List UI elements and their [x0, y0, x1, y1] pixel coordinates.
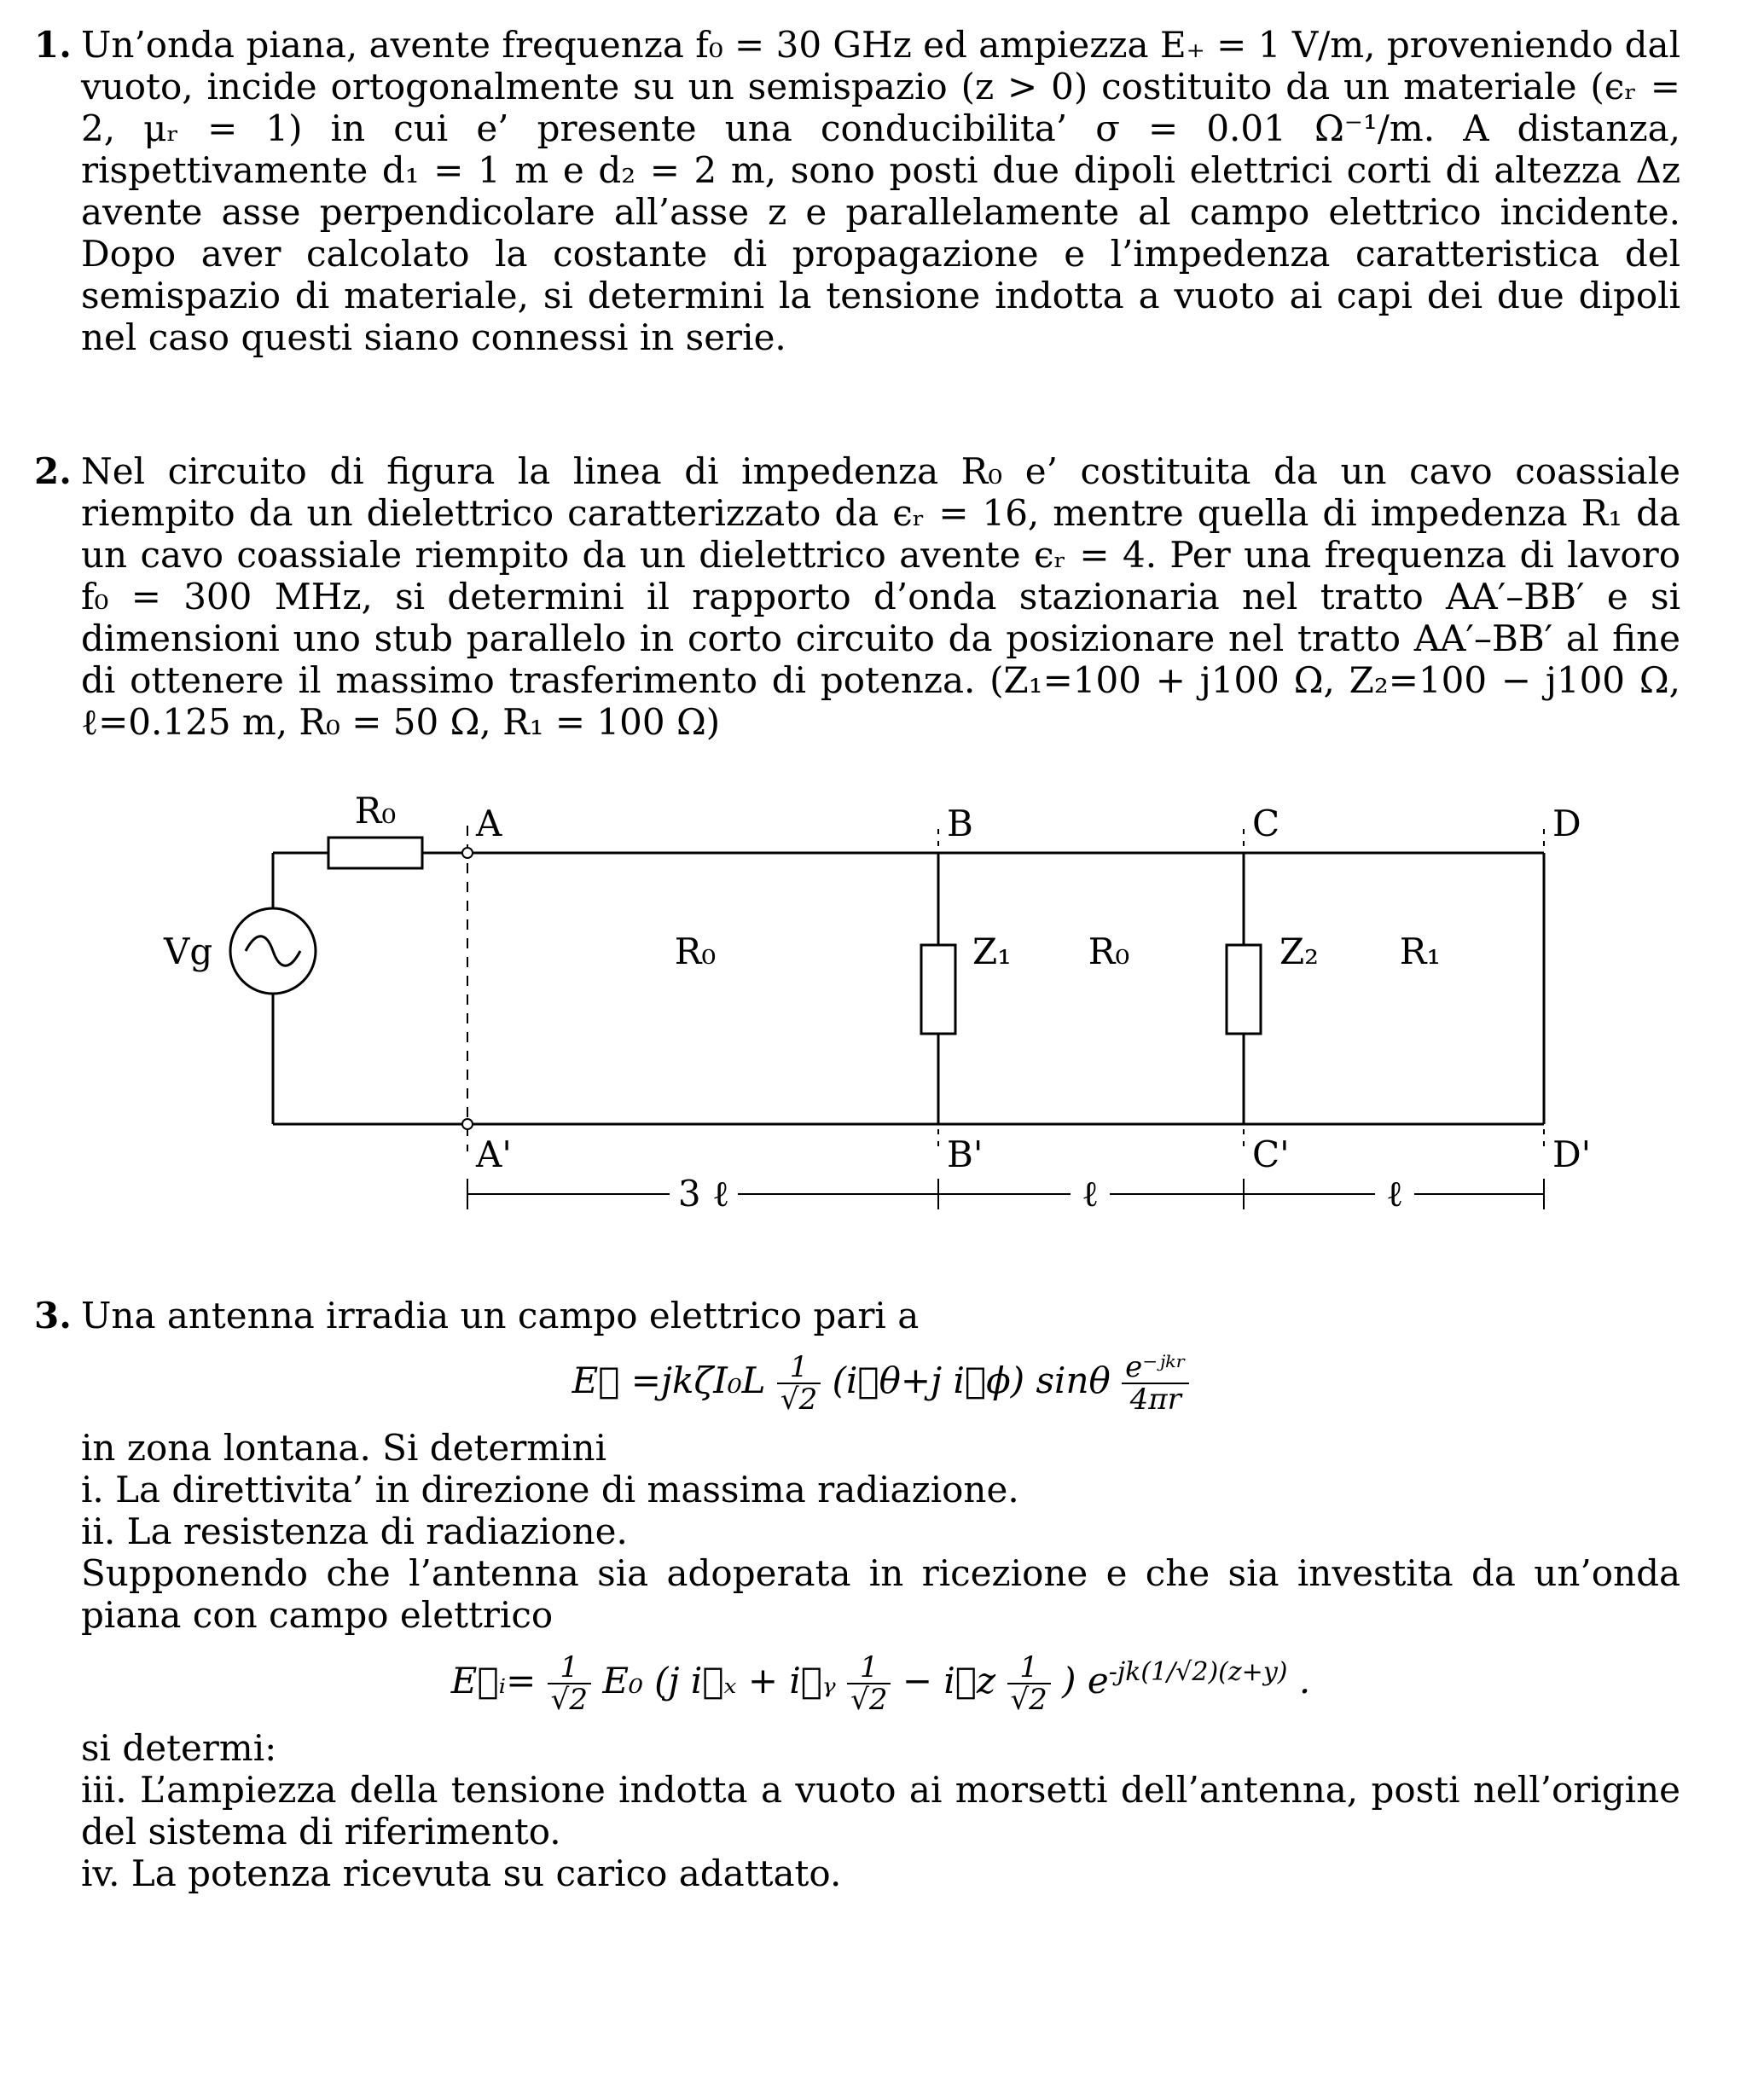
load-2-label: Z₂: [1279, 931, 1320, 972]
length-3-label: ℓ: [1385, 1173, 1404, 1215]
problem-3-number: 3.: [34, 1295, 72, 1336]
problem-3: [34, 1295, 1680, 1894]
node-c: C: [1252, 803, 1280, 844]
problem-2-text: Nel circuito di figura la linea di impedenza R₀ e’ costituita da un cavo coassiale riempito da un dielettrico caratterizzato da ϵᵣ = 16, mentre quella di impedenza R₁ da un cavo coassiale riempito da un dielettrico avente ϵᵣ = 4. Per una frequenza di lavoro f₀ = 300 MHz, si determini il rapporto d’onda stazionaria nel tratto AA′–BB′ e si dimensioni uno stub parallelo in corto circuito da posizionare nel tratto AA′–BB′ al fine di ottenere il massimo trasferimento di potenza. (Z₁=100 + j100 Ω, Z₂=100 − j100 Ω, ℓ=0.125 m, R₀ = 50 Ω, R₁ = 100 Ω): [81, 450, 1680, 743]
load-1-label: Z₁: [972, 931, 1013, 972]
node-a-prime: A': [476, 1133, 512, 1175]
problem-3-item-i: i. La direttivita’ in direzione di massima radiazione.: [81, 1469, 1019, 1510]
eq1-frac1-den: √2: [780, 1383, 818, 1417]
eq2-frac2-num: 1: [847, 1652, 891, 1684]
source-resistor: [328, 838, 422, 868]
eq2-lhs: E⃗ᵢ=: [450, 1660, 537, 1702]
node-b-prime: B': [947, 1133, 984, 1175]
eq1-frac2-den: 4πr: [1129, 1383, 1181, 1417]
length-1-label: 3 ℓ: [677, 1173, 730, 1215]
problem-1-number: 1.: [34, 24, 72, 66]
problem-3-intro: Una antenna irradia un campo elettrico pari a: [81, 1295, 920, 1336]
problem-2-number: 2.: [34, 450, 72, 492]
eq1-frac2-num: e⁻ʲᵏʳ: [1122, 1352, 1189, 1384]
eq1-mid: (i⃗θ+j i⃗ϕ) sinθ: [832, 1360, 1111, 1401]
line-1-label: R₀: [674, 931, 717, 972]
eq1-lhs: E⃗ =jkζI₀L: [572, 1360, 766, 1401]
eq2-part1: E₀ (j i⃗ₓ + i⃗ᵧ: [602, 1660, 836, 1702]
node-a: A: [476, 803, 502, 844]
problem-3-after-eq2: si determi:: [81, 1727, 277, 1769]
eq2-part3: ) e: [1062, 1660, 1109, 1702]
circuit-diagram: [0, 768, 1764, 1245]
problem-1-text: Un’onda piana, avente frequenza f₀ = 30 GHz ed ampiezza E₊ = 1 V/m, proveniendo dal vuoto, incide ortogonalmente su un semispazio (z > 0) costituito da un materiale (ϵᵣ = 2, μᵣ = 1) in cui e’ presente una conducibilita’ σ = 0.01 Ω⁻¹/m. A distanza, rispettivamente d₁ = 1 m e d₂ = 2 m, sono posti due dipoli elettrici corti di altezza Δz avente asse perpendicolare all’asse z e parallelamente al campo elettrico incidente. Dopo aver calcolato la costante di propagazione e l’impedenza caratteristica del semispazio di materiale, si determini la tensione indotta a vuoto ai capi dei due dipoli nel caso questi siano connessi in serie.: [81, 24, 1680, 358]
node-b: B: [947, 803, 973, 844]
line-3-label: R₁: [1399, 931, 1442, 972]
node-d: D: [1552, 803, 1581, 844]
problem-3-item-iv: iv. La potenza ricevuta su carico adattato.: [81, 1852, 842, 1894]
eq2-frac3-num: 1: [1007, 1652, 1051, 1684]
eq2-part2: − i⃗z: [902, 1660, 996, 1702]
eq2-end: .: [1298, 1660, 1311, 1702]
eq2-frac-den: √2: [550, 1683, 588, 1717]
eq2-frac2-den: √2: [850, 1683, 888, 1717]
eq2-exponent: -jk(1/√2)(z+y): [1108, 1657, 1288, 1687]
load-z1: [921, 945, 955, 1034]
problem-3-after-eq1: in zona lontana. Si determini: [81, 1427, 607, 1469]
source-label: Vg: [164, 931, 213, 972]
problem-1: [34, 24, 1680, 358]
eq2-frac3-den: √2: [1010, 1683, 1047, 1717]
equation-radiated-field: [81, 1352, 1680, 1415]
load-z2: [1227, 945, 1261, 1034]
eq1-frac1-num: 1: [777, 1352, 821, 1384]
line-2-label: R₀: [1088, 931, 1130, 972]
problem-3-item-iii: iii. L’ampiezza della tensione indotta a vuoto ai morsetti dell’antenna, posti nell’origine del sistema di riferimento.: [81, 1769, 1680, 1852]
eq2-frac-num: 1: [548, 1652, 591, 1684]
problem-2: [34, 450, 1680, 743]
source-resistor-label: R₀: [354, 790, 397, 832]
problem-3-middle: Supponendo che l’antenna sia adoperata in ricezione e che sia investita da un’onda piana con campo elettrico: [81, 1552, 1680, 1636]
node-c-prime: C': [1252, 1133, 1290, 1175]
length-2-label: ℓ: [1081, 1173, 1100, 1215]
node-d-prime: D': [1552, 1133, 1592, 1175]
problem-3-item-ii: ii. La resistenza di radiazione.: [81, 1510, 628, 1552]
equation-incident-field: [81, 1651, 1680, 1715]
